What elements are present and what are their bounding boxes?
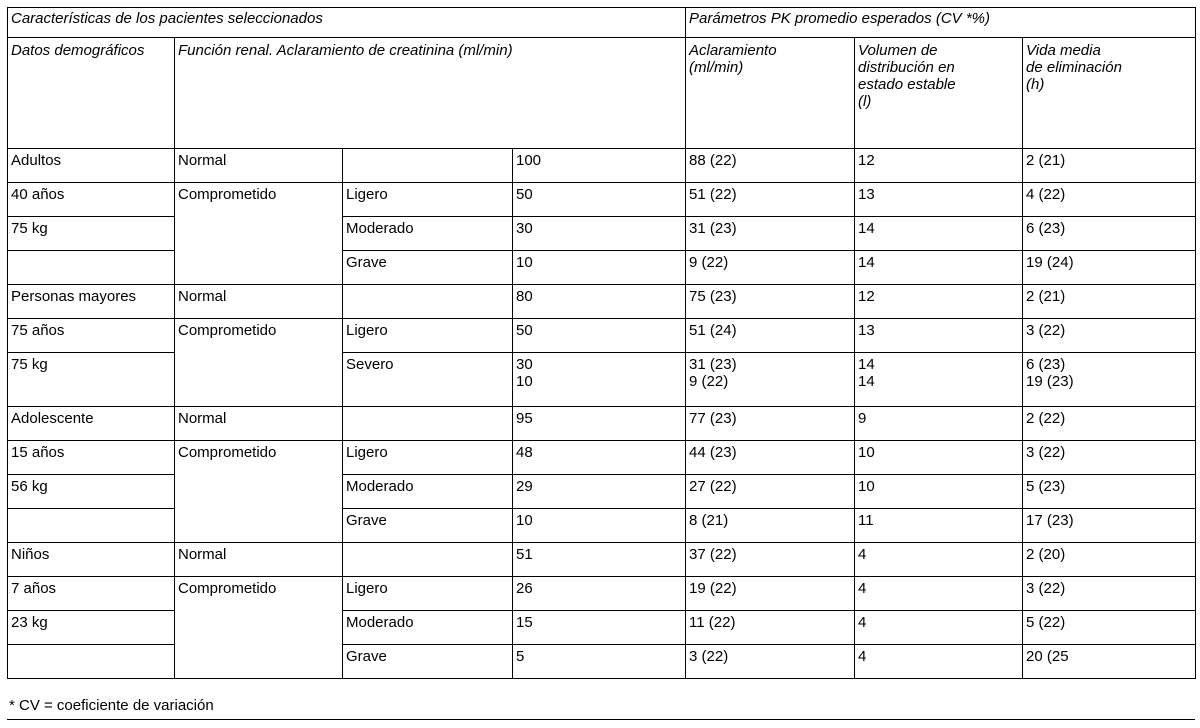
table-row [8,611,1196,645]
half-life-cell: 19 (24) [1023,251,1196,285]
clearance-cell: 8 (21) [686,509,855,543]
volume-cell [855,353,1023,407]
half-life-header-unit: (h) [1026,76,1045,93]
volume-cell: 10 [855,441,1023,475]
severity-cell: Ligero [343,441,513,475]
creatinine-clearance-cell: 26 [513,577,686,611]
severity-cell [343,149,513,183]
volume-value: 14 [858,373,875,390]
pk-parameters-header: Parámetros PK promedio esperados (CV *%) [686,8,1196,38]
demographic-cell [8,251,175,285]
creatinine-clearance-cell: 100 [513,149,686,183]
renal-function-cell: Normal [175,285,343,319]
header-row-top [8,8,1196,38]
clearance-cell: 3 (22) [686,645,855,679]
clearance-header-unit: (ml/min) [689,59,744,76]
demographic-cell: Adolescente [8,407,175,441]
clearance-value: 9 (22) [689,373,729,390]
footer-divider [7,719,1195,720]
volume-cell: 12 [855,285,1023,319]
creatinine-clearance-cell: 30 [513,217,686,251]
renal-function-cell: Normal [175,543,343,577]
table-row [8,251,1196,285]
renal-function-cell [175,611,343,645]
volume-cell: 14 [855,217,1023,251]
half-life-cell: 3 (22) [1023,319,1196,353]
creatinine-clearance-cell: 50 [513,183,686,217]
demographics-column-header: Datos demográficos [8,38,175,149]
half-life-value: 19 (23) [1026,373,1074,390]
half-life-cell: 4 (22) [1023,183,1196,217]
creatinine-clearance-cell: 10 [513,251,686,285]
renal-function-cell [175,353,343,407]
clearance-cell: 27 (22) [686,475,855,509]
severity-cell: Grave [343,509,513,543]
patient-characteristics-header: Características de los pacientes seleccionados [8,8,686,38]
creatinine-clearance-cell: 48 [513,441,686,475]
renal-function-cell: Comprometido [175,577,343,611]
half-life-cell: 5 (22) [1023,611,1196,645]
volume-cell: 4 [855,577,1023,611]
demographic-cell: 23 kg [8,611,175,645]
creatinine-clearance-value: 30 [516,356,533,373]
volume-cell: 4 [855,645,1023,679]
half-life-cell: 17 (23) [1023,509,1196,543]
half-life-cell: 5 (23) [1023,475,1196,509]
table-row [8,645,1196,679]
half-life-cell: 20 (25 [1023,645,1196,679]
severity-cell: Moderado [343,611,513,645]
renal-function-cell [175,509,343,543]
volume-cell: 4 [855,543,1023,577]
renal-function-cell [175,217,343,251]
severity-cell: Ligero [343,183,513,217]
half-life-cell: 6 (23) [1023,217,1196,251]
table-row [8,543,1196,577]
volume-column-header [855,38,1023,149]
clearance-cell: 75 (23) [686,285,855,319]
severity-cell [343,543,513,577]
table-row [8,183,1196,217]
creatinine-clearance-cell: 51 [513,543,686,577]
demographic-cell [8,645,175,679]
renal-function-cell [175,251,343,285]
volume-cell: 13 [855,183,1023,217]
severity-cell: Ligero [343,577,513,611]
creatinine-clearance-cell: 10 [513,509,686,543]
volume-cell: 14 [855,251,1023,285]
severity-cell: Moderado [343,217,513,251]
volume-cell: 10 [855,475,1023,509]
volume-cell: 11 [855,509,1023,543]
volume-header-line: estado estable [858,76,956,93]
table-row [8,475,1196,509]
clearance-cell: 44 (23) [686,441,855,475]
clearance-cell: 9 (22) [686,251,855,285]
demographic-cell: Personas mayores [8,285,175,319]
creatinine-clearance-cell: 80 [513,285,686,319]
clearance-cell: 77 (23) [686,407,855,441]
volume-value: 14 [858,356,875,373]
half-life-cell: 2 (21) [1023,285,1196,319]
demographic-cell: 56 kg [8,475,175,509]
table-row [8,407,1196,441]
table-row [8,509,1196,543]
volume-header-line: distribución en [858,59,955,76]
demographic-cell: 7 años [8,577,175,611]
creatinine-clearance-cell: 15 [513,611,686,645]
demographic-cell: Niños [8,543,175,577]
creatinine-clearance-cell: 95 [513,407,686,441]
half-life-column-header [1023,38,1196,149]
half-life-cell [1023,353,1196,407]
severity-cell: Severo [343,353,513,407]
half-life-cell: 3 (22) [1023,441,1196,475]
footnote: * CV = coeficiente de variación [9,697,214,714]
renal-function-cell: Comprometido [175,183,343,217]
creatinine-clearance-value: 10 [516,373,533,390]
severity-cell: Grave [343,251,513,285]
clearance-cell: 31 (23) [686,217,855,251]
clearance-value: 31 (23) [689,356,737,373]
demographic-cell: 40 años [8,183,175,217]
volume-cell: 13 [855,319,1023,353]
table-row [8,285,1196,319]
renal-function-cell: Comprometido [175,441,343,475]
half-life-cell: 3 (22) [1023,577,1196,611]
half-life-cell: 2 (20) [1023,543,1196,577]
volume-header-line: Volumen de [858,42,938,59]
renal-function-cell: Normal [175,407,343,441]
clearance-column-header [686,38,855,149]
creatinine-clearance-cell: 29 [513,475,686,509]
half-life-cell: 2 (21) [1023,149,1196,183]
renal-function-cell: Comprometido [175,319,343,353]
creatinine-clearance-cell: 5 [513,645,686,679]
demographic-cell: 15 años [8,441,175,475]
table-row [8,149,1196,183]
clearance-header-line: Aclaramiento [689,42,777,59]
volume-cell: 4 [855,611,1023,645]
creatinine-clearance-cell [513,353,686,407]
header-row-columns [8,38,1196,149]
renal-function-cell [175,475,343,509]
demographic-cell [8,509,175,543]
clearance-cell: 51 (24) [686,319,855,353]
demographic-cell: 75 kg [8,353,175,407]
table-row [8,319,1196,353]
demographic-cell: 75 kg [8,217,175,251]
clearance-cell: 51 (22) [686,183,855,217]
demographic-cell: 75 años [8,319,175,353]
volume-header-unit: (l) [858,93,872,110]
creatinine-clearance-cell: 50 [513,319,686,353]
clearance-cell: 11 (22) [686,611,855,645]
renal-function-cell [175,645,343,679]
volume-cell: 9 [855,407,1023,441]
severity-cell: Grave [343,645,513,679]
table-row [8,353,1196,407]
pk-parameters-table [7,7,1196,679]
half-life-header-line: Vida media [1026,42,1101,59]
demographic-cell: Adultos [8,149,175,183]
volume-cell: 12 [855,149,1023,183]
renal-function-cell: Normal [175,149,343,183]
half-life-value: 6 (23) [1026,356,1066,373]
half-life-header-line: de eliminación [1026,59,1122,76]
half-life-cell: 2 (22) [1023,407,1196,441]
severity-cell: Ligero [343,319,513,353]
table-row [8,217,1196,251]
clearance-cell: 37 (22) [686,543,855,577]
severity-cell [343,407,513,441]
table-row [8,577,1196,611]
severity-cell: Moderado [343,475,513,509]
clearance-cell: 88 (22) [686,149,855,183]
table-row [8,441,1196,475]
renal-function-column-header: Función renal. Aclaramiento de creatinina (ml/min) [175,38,686,149]
severity-cell [343,285,513,319]
clearance-cell: 19 (22) [686,577,855,611]
clearance-cell [686,353,855,407]
